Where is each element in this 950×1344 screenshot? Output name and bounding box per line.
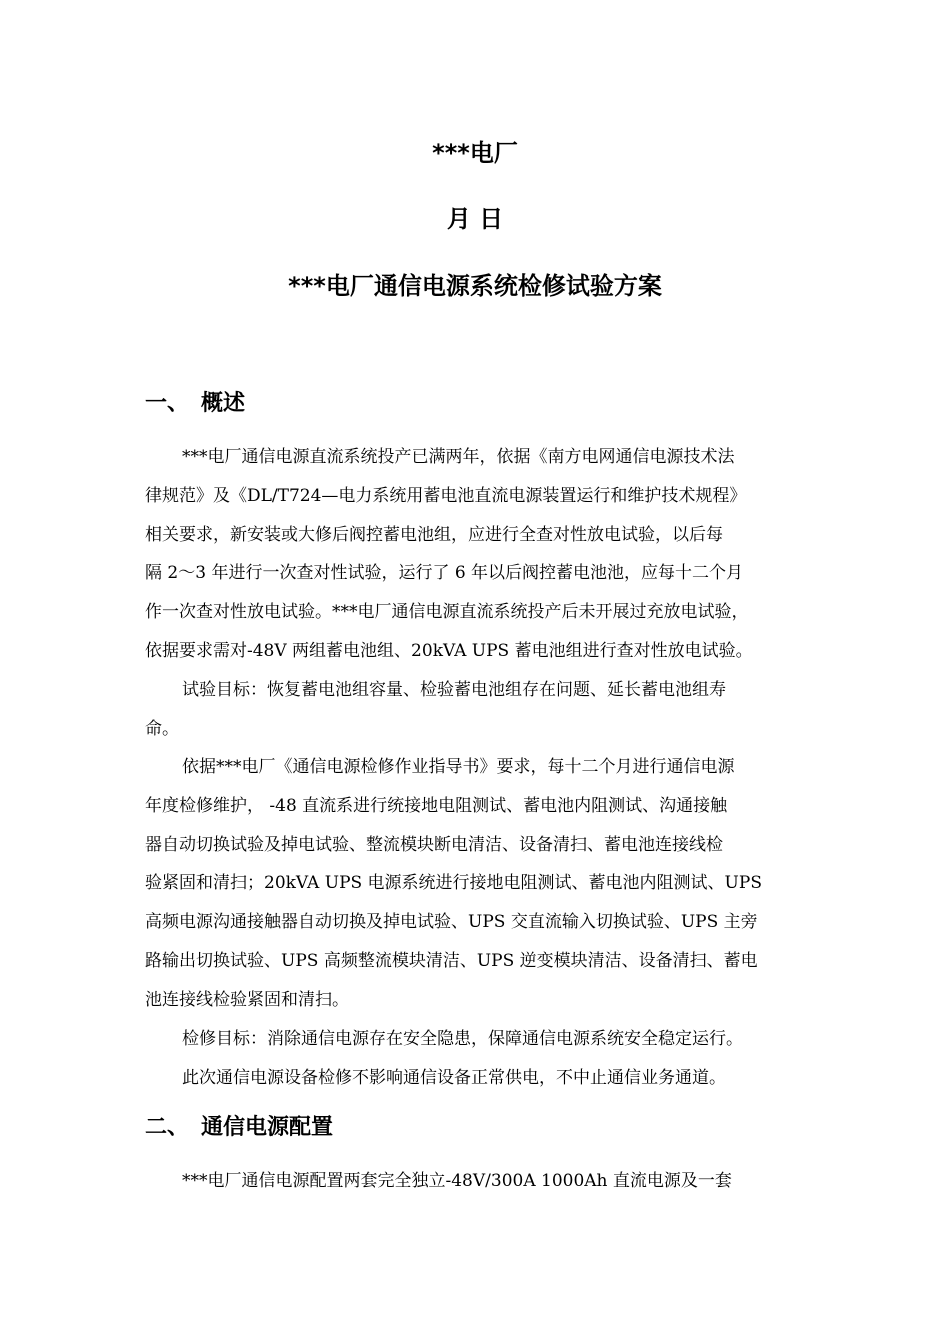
section-heading-overview bbox=[145, 389, 245, 419]
paragraph-line: 高频电源沟通接触器自动切换及掉电试验、UPS 交直流输入切换试验、UPS 主旁 bbox=[145, 912, 758, 933]
section-number: 二、 bbox=[145, 1115, 190, 1140]
paragraph-maintenance-items bbox=[145, 748, 815, 1020]
paragraph-line: 作一次查对性放电试验。***电厂通信电源直流系统投产后未开展过充放电试验， bbox=[145, 602, 749, 623]
paragraph-power-config bbox=[145, 1162, 815, 1201]
paragraph-line: 验紧固和清扫；20kVA UPS 电源系统进行接地电阻测试、蓄电池内阻测试、UPS bbox=[145, 873, 762, 894]
company-name: ***电厂 bbox=[432, 139, 518, 167]
paragraph-line: 此次通信电源设备检修不影响通信设备正常供电，不中止通信业务通道。 bbox=[182, 1068, 726, 1088]
paragraph-maintenance-goal bbox=[145, 1020, 815, 1059]
paragraph-overview-background bbox=[145, 438, 815, 671]
paragraph-line: 年度检修维护， -48 直流系进行统接地电阻测试、蓄电池内阻测试、沟通接触 bbox=[145, 795, 728, 816]
section-number: 一、 bbox=[145, 391, 190, 416]
paragraph-test-goal bbox=[145, 671, 815, 749]
paragraph-line: 命。 bbox=[145, 718, 179, 739]
paragraph-line: 检修目标：消除通信电源存在安全隐患，保障通信电源系统安全稳定运行。 bbox=[182, 1029, 743, 1049]
document-title: ***电厂通信电源系统检修试验方案 bbox=[288, 272, 662, 300]
section-heading-power-config bbox=[145, 1113, 333, 1143]
paragraph-line: ***电厂通信电源配置两套完全独立-48V/300A 1000Ah 直流电源及一套 bbox=[182, 1171, 732, 1191]
paragraph-line: 池连接线检验紧固和清扫。 bbox=[145, 989, 349, 1010]
paragraph-line: 相关要求，新安装或大修后阀控蓄电池组，应进行全查对性放电试验，以后每 bbox=[145, 524, 723, 545]
paragraph-impact-note bbox=[145, 1059, 815, 1098]
paragraph-line: ***电厂通信电源直流系统投产已满两年，依据《南方电网通信电源技术法 bbox=[182, 447, 735, 467]
paragraph-line: 试验目标：恢复蓄电池组容量、检验蓄电池组存在问题、延长蓄电池组寿 bbox=[182, 680, 726, 700]
paragraph-line: 依据要求需对-48V 两组蓄电池组、20kVA UPS 蓄电池组进行查对性放电试验。 bbox=[145, 640, 753, 661]
document-date: 月 日 bbox=[446, 205, 504, 233]
paragraph-line: 律规范》及《DL/T724—电力系统用蓄电池直流电源装置运行和维护技术规程》 bbox=[145, 485, 747, 506]
paragraph-line: 隔 2～3 年进行一次查对性试验，运行了 6 年以后阀控蓄电池池，应每十二个月 bbox=[145, 563, 744, 584]
paragraph-line: 依据***电厂《通信电源检修作业指导书》要求，每十二个月进行通信电源 bbox=[182, 757, 735, 777]
section-title: 通信电源配置 bbox=[201, 1115, 334, 1140]
paragraph-line: 器自动切换试验及掉电试验、整流模块断电清洁、设备清扫、蓄电池连接线检 bbox=[145, 834, 723, 855]
section-title: 概述 bbox=[201, 391, 246, 416]
paragraph-line: 路输出切换试验、UPS 高频整流模块清洁、UPS 逆变模块清洁、设备清扫、蓄电 bbox=[145, 950, 758, 971]
